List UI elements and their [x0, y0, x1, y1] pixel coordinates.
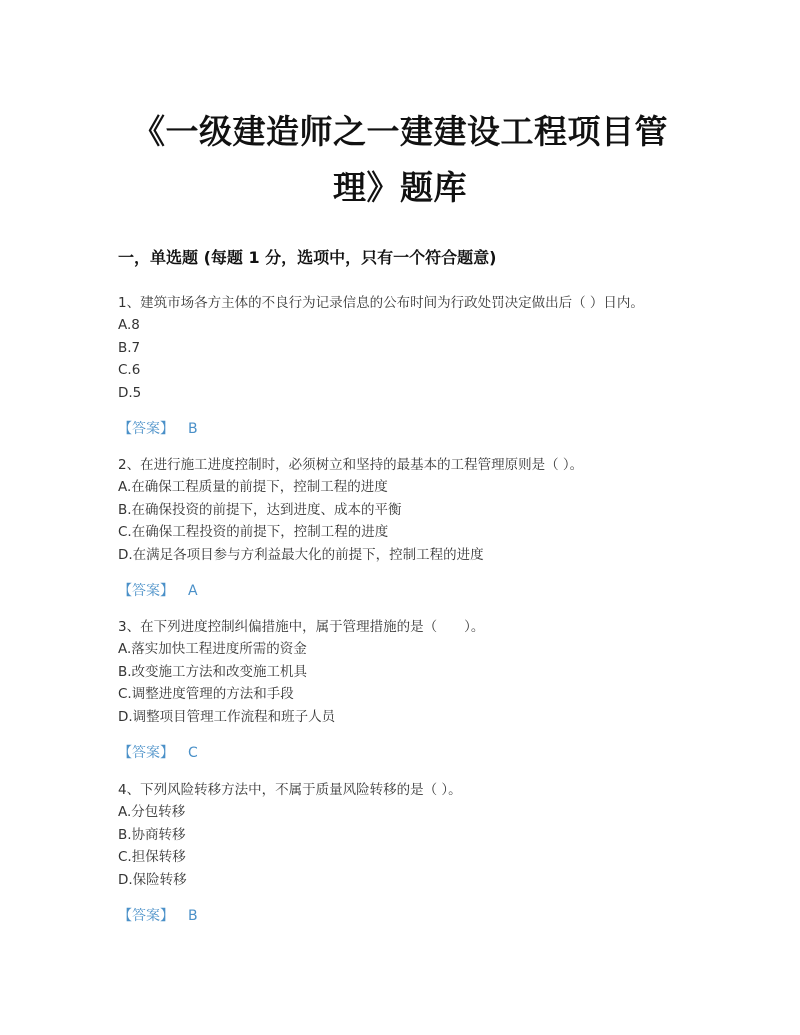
answer-line	[118, 905, 718, 927]
option-c: C.担保转移	[118, 849, 186, 865]
option-c: C.调整进度管理的方法和手段	[118, 686, 294, 702]
option-d: D.在满足各项目参与方利益最大化的前提下，控制工程的进度	[118, 546, 484, 563]
answer-value: B	[188, 421, 198, 437]
option-b: B.改变施工方法和改变施工机具	[118, 663, 308, 680]
option-c: C.6	[118, 362, 141, 378]
answer-value: B	[188, 908, 198, 924]
question-stem: 3、在下列进度控制纠偏措施中，属于管理措施的是（ ）。	[118, 619, 485, 635]
option-b: B.7	[118, 339, 141, 356]
question-stem: 2、在进行施工进度控制时，必须树立和坚持的最基本的工程管理原则是（ ）。	[118, 457, 584, 473]
title-line-2: 理》题库	[333, 168, 467, 207]
answer-value: C	[188, 745, 198, 761]
option-a: A.在确保工程质量的前提下，控制工程的进度	[118, 479, 388, 495]
option-b: B.在确保投资的前提下，达到进度、成本的平衡	[118, 501, 402, 518]
question-3	[118, 616, 718, 764]
question-stem: 4、下列风险转移方法中，不属于质量风险转移的是（ ）。	[118, 782, 462, 798]
answer-label: 【答案】	[118, 745, 174, 761]
option-a: A.落实加快工程进度所需的资金	[118, 641, 307, 657]
answer-value: A	[188, 583, 198, 599]
option-d: D.保险转移	[118, 871, 187, 888]
option-c: C.在确保工程投资的前提下，控制工程的进度	[118, 524, 389, 540]
question-4	[118, 779, 718, 927]
answer-line	[118, 580, 718, 602]
answer-line	[118, 418, 718, 440]
option-d: D.调整项目管理工作流程和班子人员	[118, 708, 336, 725]
answer-line	[118, 742, 718, 764]
question-1	[118, 292, 718, 440]
question-2	[118, 454, 718, 602]
option-a: A.8	[118, 317, 140, 333]
document-title	[100, 104, 700, 216]
option-b: B.协商转移	[118, 826, 186, 843]
option-d: D.5	[118, 384, 142, 401]
answer-label: 【答案】	[118, 908, 174, 924]
answer-label: 【答案】	[118, 583, 174, 599]
title-line-1: 《一级建造师之一建建设工程项目管	[132, 112, 668, 151]
option-a: A.分包转移	[118, 804, 186, 820]
answer-label: 【答案】	[118, 421, 174, 437]
question-stem: 1、建筑市场各方主体的不良行为记录信息的公布时间为行政处罚决定做出后（ ）日内。	[118, 295, 644, 311]
section-heading: 一，单选题 (每题 1 分，选项中，只有一个符合题意)	[118, 248, 497, 267]
